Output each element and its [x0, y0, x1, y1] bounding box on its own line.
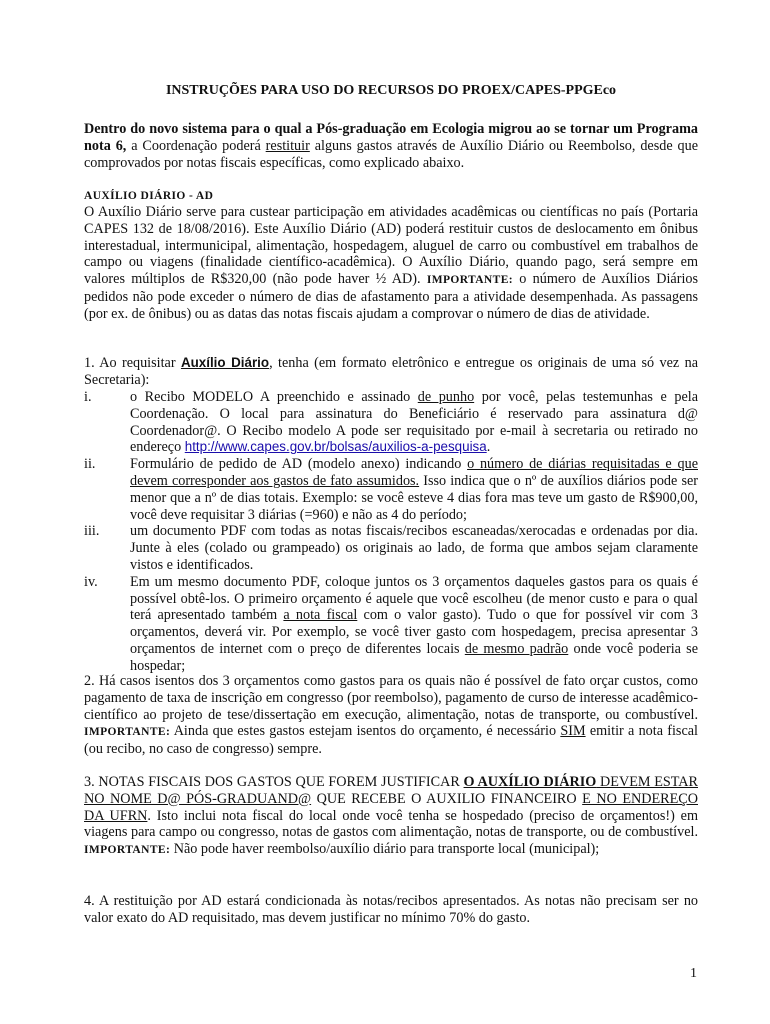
item-iv-text-b: com o valor gasto). Tudo o que for possível vir com 3 orçamentos, deverá vir. Por exemplo, se você tiver gasto com hospedagem, precisa apresentar 3 orçamentos de internet com o preço de diferentes locais: [130, 607, 698, 657]
item-ii-underline: o número de diárias requisitadas e que devem corresponder aos gastos de fato assumidos.: [130, 456, 698, 489]
s1-text-b: , tenha (em formato eletrônico e entregue os originais de uma só vez na Secretaria):: [84, 355, 698, 388]
intro-paragraph: [84, 121, 698, 171]
intro-bold: Dentro do novo sistema para o qual a Pós-graduação em Ecologia migrou ao se tornar um Programa nota 6,: [84, 121, 698, 154]
section-4: 4. A restituição por AD estará condicionada às notas/recibos apresentados. As notas não precisam ser no valor exato do AD requisitado, mas devem justificar no mínimo 70% do gasto.: [84, 893, 698, 926]
item-i-text-a: o Recibo MODELO A preenchido e assinado: [130, 389, 418, 405]
ad-important: IMPORTANTE:: [426, 274, 514, 287]
intro-text-b: alguns gastos através de Auxílio Diário ou Reembolso, desde que comprovados por notas fiscais específicas, como explicado abaixo.: [84, 137, 698, 171]
s2-important: IMPORTANTE:: [84, 726, 171, 739]
ad-heading: [84, 187, 698, 205]
s2-text-b: Ainda que estes gastos estejam isentos do orçamento, é necessário: [170, 723, 561, 740]
item-iv-underline-2: de mesmo padrão: [464, 640, 569, 657]
ad-heading-text: AUXÍLIO DIÁRIO - AD: [84, 190, 214, 202]
section-2: [84, 673, 698, 758]
s1-underline: Auxílio Diário: [180, 355, 270, 370]
item-number: i.: [84, 389, 92, 405]
ad-para-text: O Auxílio Diário serve para custear participação em atividades acadêmicas ou científicas no país (Portaria CAPES 132 de 18/08/2016). Este Auxílio Diário (AD) poderá restituir custos de deslocamento em ônibus interestadual, intermunicipal, alimentação, hospedagem, aluguel de carro ou combustível em trabalhos de campo ou viagens (finalidade científico-acadêmica). O Auxílio Diário, quando pago, será sempre em valores múltiplos de R$320,00 (não pode haver ½ AD).: [84, 204, 698, 288]
s3-bold-underline: O AUXÍLIO DIÁRIO: [463, 774, 597, 790]
s1-text-a: 1. Ao requisitar: [84, 355, 181, 371]
s3-text-a: 3. NOTAS FISCAIS DOS GASTOS QUE FOREM JUSTIFICAR: [84, 774, 464, 790]
page-title: INSTRUÇÕES PARA USO DO RECURSOS DO PROEX/CAPES-PPGEco: [165, 83, 617, 98]
list-item: [84, 389, 698, 456]
item-i-text-c: .: [486, 439, 491, 456]
item-iv-underline: a nota fiscal: [283, 607, 358, 624]
item-iv-text-c: onde você poderia se hospedar;: [130, 640, 698, 674]
list-item: [84, 574, 698, 675]
intro-text-a: a Coordenação poderá: [126, 137, 266, 154]
item-ii-text-a: Formulário de pedido de AD (modelo anexo) indicando: [130, 456, 468, 473]
ad-paragraph: [84, 204, 698, 323]
capes-link[interactable]: http://www.capes.gov.br/bolsas/auxilios-a-pesquisa: [184, 439, 487, 455]
s2-text-a: 2. Há casos isentos dos 3 orçamentos como gastos para os quais não é possível de fato orçar custos, como pagamento de taxa de inscrição em congresso (por reembolso), pagamento de curso de interesse acadêmico-científico ao projeto de tese/dissertação em execução, alimentação, notas de transporte, ou combustível.: [84, 673, 698, 723]
list-item: [84, 456, 698, 523]
item-i-text-b: por você, pelas testemunhas e pela Coordenação. O local para assinatura do Beneficiário é reservado para assinatura d@ Coordenador@. O Recibo modelo A pode ser requisitado por e-mail à secretaria ou retirado no endereço: [130, 389, 698, 456]
s3-text-c: . Isto inclui nota fiscal do local onde você tenha se hospedado (preciso de orçamentos!) em viagens para campo ou congresso, notas de gastos com alimentação, notas de transporte, ou de combustível.: [84, 807, 698, 841]
s3-important: IMPORTANTE:: [84, 844, 171, 857]
intro-underline: restituir: [265, 137, 310, 154]
item-number: ii.: [84, 456, 96, 473]
item-number: iii.: [84, 523, 100, 540]
item-iii-text: um documento PDF com todas as notas fiscais/recibos escaneadas/xerocadas e ordenadas por dia. Junte à eles (colado ou grampeado) os originais ao lado, de forma que ambos sejam claramente vistos e identificados.: [130, 523, 698, 573]
item-ii-text-b: Isso indica que o nº de auxílios diários pode ser menor que a nº de dias totais. Exemplo: se você esteve 4 dias fora mas teve um gasto de R$900,00, você deve requisitar 3 diárias (=960) e não as 4 do período;: [130, 472, 698, 523]
item-iv-text-a: Em um mesmo documento PDF, coloque juntos os 3 orçamentos daqueles gastos para os quais é possível obtê-los. O primeiro orçamento é aquele que você escolheu (de menor custo e para o qual terá apresentado também: [130, 573, 698, 624]
section-1: [84, 355, 698, 389]
list-item: [84, 523, 698, 573]
s3-underline-2: E NO ENDEREÇO DA UFRN: [84, 790, 698, 824]
s2-text-c: emitir a nota fiscal (ou recibo, no caso de congresso) sempre.: [84, 723, 698, 758]
item-list: [84, 389, 698, 675]
item-i-underline: de punho: [417, 389, 475, 405]
s3-underline-1: DEVEM ESTAR NO NOME D@ PÓS-GRADUAND@: [84, 774, 698, 807]
ad-para-text-2: o número de Auxílios Diários pedidos não pode exceder o número de dias de afastamento para a atividade desempenhada. As passagens (por ex. de ônibus) ou as datas das notas fiscais ajudam a comprovar o número de dias de atividade.: [84, 271, 699, 322]
page-number: 1: [690, 966, 697, 981]
s2-underline: SIM: [560, 723, 586, 740]
s3-text-d: Não pode haver reembolso/auxílio diário para transporte local (municipal);: [170, 841, 600, 858]
item-number: iv.: [84, 573, 98, 590]
section-3: [84, 774, 698, 859]
s3-text-b: QUE RECEBE O AUXILIO FINANCEIRO: [311, 790, 583, 807]
